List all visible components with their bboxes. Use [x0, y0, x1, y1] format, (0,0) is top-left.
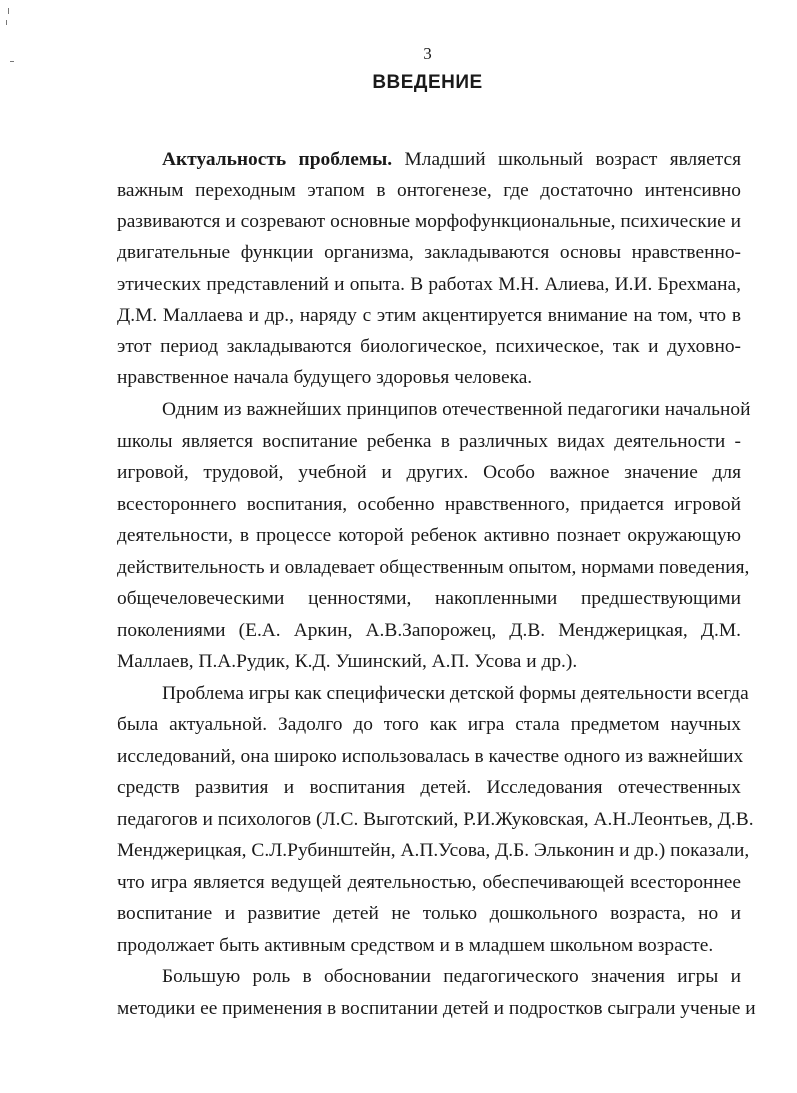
- text-line: школы является воспитание ребенка в различных видах деятельности -: [117, 431, 741, 452]
- text-line: Д.М. Маллаева и др., наряду с этим акцентируется внимание на том, что в: [117, 305, 741, 326]
- text-line: была актуальной. Задолго до того как игра стала предметом научных: [117, 714, 741, 735]
- page-number: 3: [423, 44, 432, 63]
- text-line: исследований, она широко использовалась в качестве одного из важнейших: [117, 746, 744, 767]
- text-line: Большую роль в обосновании педагогического значения игры и: [162, 966, 741, 987]
- text-line: поколениями (Е.А. Аркин, А.В.Запорожец, Д.В. Менджерицкая, Д.М.: [117, 620, 741, 641]
- text-line: средств развития и воспитания детей. Исследования отечественных: [117, 777, 741, 798]
- text-line: Одним из важнейших принципов отечественной педагогики начальной: [162, 399, 751, 420]
- scan-artifact: [8, 8, 9, 14]
- text-line: Менджерицкая, С.Л.Рубинштейн, А.П.Усова, Д.Б. Эльконин и др.) показали,: [117, 840, 750, 861]
- page-title: ВВЕДЕНИЕ: [372, 72, 483, 93]
- text-line: деятельности, в процессе которой ребенок активно познает окружающую: [117, 525, 741, 546]
- text-line: методики ее применения в воспитании детей и подростков сыграли ученые и: [117, 998, 756, 1019]
- text-line: всестороннего воспитания, особенно нравственного, придается игровой: [117, 494, 741, 515]
- text-line: воспитание и развитие детей не только дошкольного возраста, но и: [117, 903, 741, 924]
- text-line: Маллаев, П.А.Рудик, К.Д. Ушинский, А.П. Усова и др.).: [117, 651, 578, 672]
- text-line: важным переходным этапом в онтогенезе, где достаточно интенсивно: [117, 180, 741, 201]
- text-line: Проблема игры как специфически детской формы деятельности всегда: [162, 683, 749, 704]
- text-line: продолжает быть активным средством и в младшем школьном возрасте.: [117, 935, 714, 956]
- text-line: общечеловеческими ценностями, накопленными предшествующими: [117, 588, 741, 609]
- text-line: педагогов и психологов (Л.С. Выготский, Р.И.Жуковская, А.Н.Леонтьев, Д.В.: [117, 809, 754, 830]
- text-line: двигательные функции организма, закладываются основы нравственно-: [117, 242, 741, 263]
- text-line: развиваются и созревают основные морфофункциональные, психические и: [117, 211, 741, 232]
- text-line: что игра является ведущей деятельностью, обеспечивающей всестороннее: [117, 872, 741, 893]
- text-line: этических представлений и опыта. В работах М.Н. Алиева, И.И. Брехмана,: [117, 274, 741, 295]
- text-line: действительность и овладевает общественным опытом, нормами поведения,: [117, 557, 750, 578]
- text-line: нравственное начала будущего здоровья человека.: [117, 367, 533, 388]
- scan-artifact: [6, 20, 7, 25]
- bold-lead: Актуальность проблемы.: [162, 149, 393, 170]
- text-line: этот период закладываются биологическое, психическое, так и духовно-: [117, 336, 741, 357]
- text-line: игровой, трудовой, учебной и других. Особо важное значение для: [117, 462, 741, 483]
- text-line: Актуальность проблемы. Младший школьный возраст является: [162, 149, 742, 170]
